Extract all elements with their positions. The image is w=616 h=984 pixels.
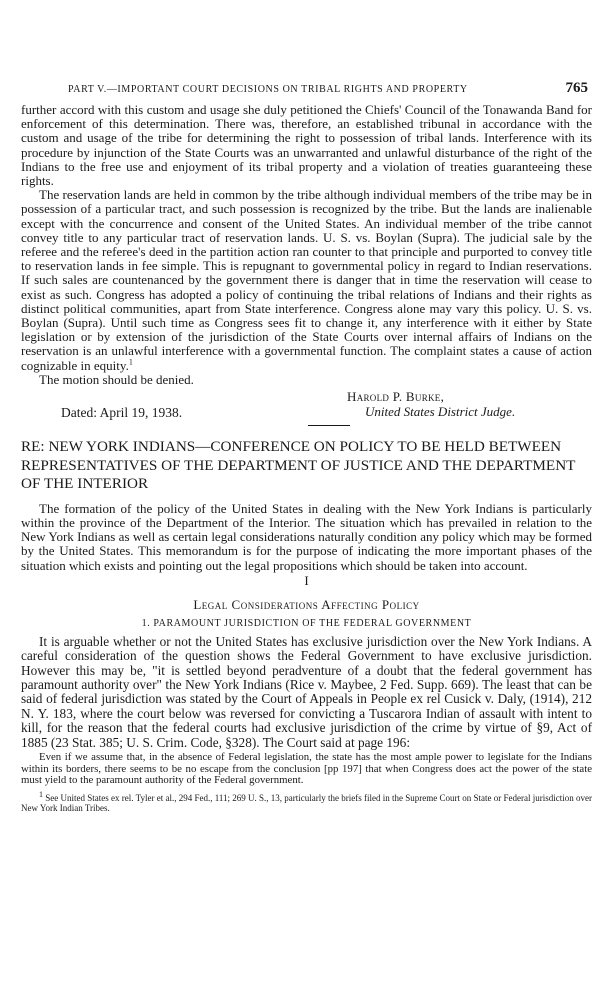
footnote-reference: 1 bbox=[128, 357, 133, 367]
block-quote: Even if we assume that, in the absence of Federal legislation, the state has the most ample power to legislate for the Indians within its borders, there seems to be no escape from the conclusion [pp 197] that when Congress does act the power of the state must yield to the paramount authority of the Federal government. bbox=[21, 751, 592, 787]
page-header bbox=[68, 80, 588, 97]
running-head: PART V.—IMPORTANT COURT DECISIONS ON TRIBAL RIGHTS AND PROPERTY bbox=[68, 84, 468, 95]
paragraph-motion-denied: The motion should be denied. bbox=[39, 371, 194, 387]
paragraph-reservation-lands bbox=[21, 188, 592, 373]
signature-title: United States District Judge. bbox=[365, 404, 516, 420]
re-heading-text: NEW YORK INDIANS—CONFERENCE ON POLICY TO BE HELD BETWEEN REPRESENTATIVES OF THE DEPARTMENT OF JUSTICE AND THE DEPARTMENT OF THE INTERIOR bbox=[21, 438, 576, 493]
section-divider bbox=[308, 425, 350, 426]
section-numeral: I bbox=[304, 572, 309, 588]
paragraph-text: The reservation lands are held in common by the tribe although individual members of the tribe may be in possession of a particular tract, and such possession is recognized by the tribe. But the lands are inalienable except with the concurrence and consent of the United States. An individual member of the tribe cannot convey title to any particular tract of reservation lands. U. S. vs. Boylan (Supra). The judicial sale by the referee and the referee's deed in the partition action ran counter to that principle and purported to convey title to reservation lands in fee simple. This is repugnant to governmental policy in regard to Indian reservations. If such sales are countenanced by the government there is danger that in time the reservation will cease to exist as such. Congress has adopted a policy of continuing the tribal relations of Indians and their rights as distinct political communities, apart from State interference. Congress alone may vary this policy. U. S. vs. Boylan (Supra). Until such time as Congress sees fit to change it, any interference with it either by State legislation or by extension of the jurisdiction of the State Courts over internal affairs of Indians on the reservation is an unlawful interference with a governmental function. The complaint states a cause of action cognizable in equity. bbox=[21, 187, 592, 373]
page-number: 765 bbox=[565, 80, 588, 96]
subsection-heading: 1. PARAMOUNT JURISDICTION OF THE FEDERAL GOVERNMENT bbox=[141, 617, 472, 629]
re-label: RE: bbox=[21, 438, 45, 456]
paragraph-continuation: further accord with this custom and usage she duly petitioned the Chiefs' Council of the Tonawanda Band for enforcement of this determination. There was, therefore, an established tribunal in accordance with the custom and usage of the tribe for determining the right to possession of tribal lands. Interference with its procedure by injunction of the State Courts was an unwarranted and unlawful disturbance of the right of the Indians to the free use and enjoyment of its tribal property and a violation of treaties guaranteeing these rights. bbox=[21, 102, 592, 189]
paragraph-paramount-jurisdiction: It is arguable whether or not the United States has exclusive jurisdiction over the New York Indians. A careful consideration of the question shows the Federal Government to have exclusive jurisdiction. However this may be, "it is settled beyond peradventure of a doubt that the federal government has paramount authority over" the New York Indians (Rice v. Maybee, 2 Fed. Supp. 669). The least that can be said of federal jurisdiction was stated by the Court of Appeals in People ex rel Cusick v. Daly, (1914), 212 N. Y. 183, where the court below was reversed for convicting a Tuscarora Indian of assault with intent to kill, for the reason that the federal courts had exclusive jurisdiction of the crime by virtue of §9, Act of 1885 (23 Stat. 385; U. S. Crim. Code, §328). The Court said at page 196: bbox=[21, 633, 592, 750]
paragraph-policy-formation: The formation of the policy of the United States in dealing with the New York Indians is particularly within the province of the Department of the Interior. The situation which has prevailed in relation to the New York Indians as well as certain legal considerations naturally condition any policy which may be formed by the United States. This memorandum is for the purpose of indicating the more important phases of the situation which exists and pointing out the legal propositions which should be taken into account. bbox=[21, 500, 592, 573]
section-heading: Legal Considerations Affecting Policy bbox=[193, 596, 420, 612]
dated-line: Dated: April 19, 1938. bbox=[61, 405, 183, 421]
footnote-mark: 1 bbox=[39, 789, 43, 799]
footnote-text: See United States ex rel. Tyler et al., 294 Fed., 111; 269 U. S., 13, particularly the briefs filed in the Supreme Court on State or Federal jurisdiction over New York Indian Tribes. bbox=[21, 792, 593, 813]
footnote bbox=[21, 789, 593, 813]
page-body bbox=[21, 103, 592, 813]
re-heading bbox=[21, 438, 592, 494]
signature-name: Harold P. Burke, bbox=[347, 389, 445, 405]
